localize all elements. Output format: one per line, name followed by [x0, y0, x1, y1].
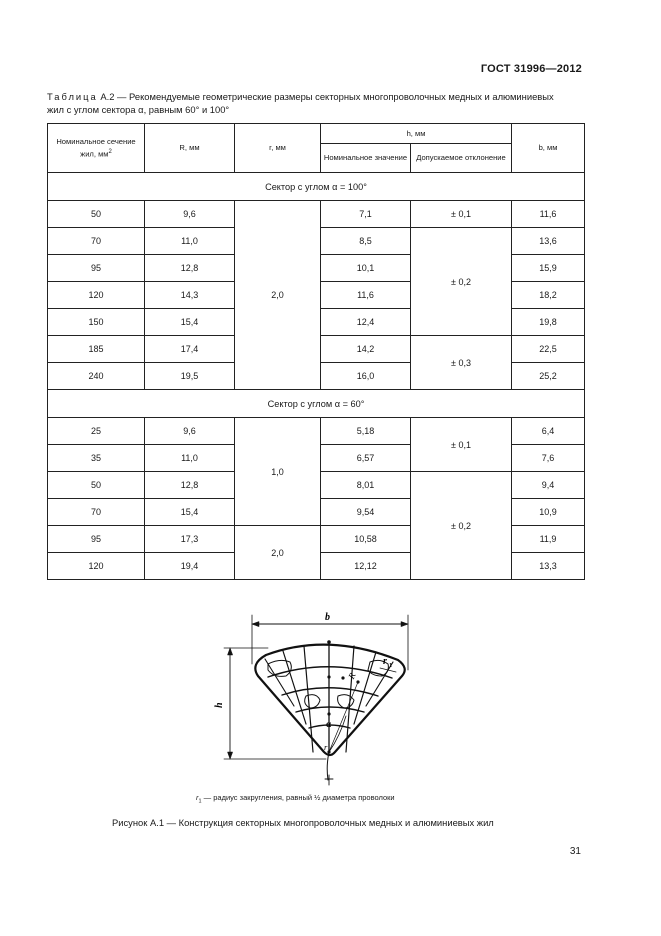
- cell-section: 120: [48, 282, 145, 309]
- cell-section: 50: [48, 472, 145, 499]
- cell-h: 9,54: [321, 499, 411, 526]
- table-row: [48, 201, 585, 228]
- cell-R: 19,4: [145, 553, 235, 580]
- table-caption: [47, 91, 587, 116]
- cell-section: 70: [48, 228, 145, 255]
- cell-section: 25: [48, 418, 145, 445]
- label-alpha: α: [326, 719, 332, 729]
- header-R: R, мм: [145, 124, 235, 173]
- cell-R: 15,4: [145, 499, 235, 526]
- header-h-nominal: Номинальное значение: [321, 144, 411, 173]
- legend-sub: 1: [198, 798, 202, 805]
- sector-title-60: Сектор с углом α = 60°: [48, 390, 585, 418]
- cell-b: 7,6: [512, 445, 585, 472]
- cell-h: 14,2: [321, 336, 411, 363]
- cell-b: 10,9: [512, 499, 585, 526]
- cell-section: 95: [48, 526, 145, 553]
- cell-h: 12,4: [321, 309, 411, 336]
- cell-r: 2,0: [235, 526, 321, 580]
- cell-tolerance: ± 0,1: [411, 418, 512, 472]
- cell-R: 19,5: [145, 363, 235, 390]
- header-h: h, мм: [321, 124, 512, 144]
- cell-h: 6,57: [321, 445, 411, 472]
- label-r1: r: [383, 656, 387, 667]
- cell-h: 11,6: [321, 282, 411, 309]
- cell-r: 1,0: [235, 418, 321, 526]
- cell-h: 8,01: [321, 472, 411, 499]
- cell-b: 15,9: [512, 255, 585, 282]
- table-caption-label: Таблица: [47, 91, 98, 102]
- header-section: Номинальное сечение жил, $мм^2$: [48, 124, 145, 173]
- table-caption-text-1: — Рекомендуемые геометрические размеры секторных многопроволочных медных и алюминиевых: [114, 91, 554, 102]
- cell-section: 95: [48, 255, 145, 282]
- cell-h: 16,0: [321, 363, 411, 390]
- cell-r: 2,0: [235, 201, 321, 390]
- cell-section: 150: [48, 309, 145, 336]
- cell-R: 12,8: [145, 255, 235, 282]
- sector-drawing-svg: [208, 604, 438, 794]
- cell-h: 7,1: [321, 201, 411, 228]
- legend-text: — радиус закругления, равный ½ диаметра проволоки: [201, 793, 395, 802]
- cell-R: 14,3: [145, 282, 235, 309]
- cell-tolerance: ± 0,2: [411, 228, 512, 336]
- cell-b: 25,2: [512, 363, 585, 390]
- label-r1-sub: 1: [389, 662, 393, 669]
- cell-b: 6,4: [512, 418, 585, 445]
- cell-b: 13,3: [512, 553, 585, 580]
- figure-caption: Рисунок А.1 — Конструкция секторных многопроволочных медных и алюминиевых жил: [112, 817, 494, 828]
- cell-section: 240: [48, 363, 145, 390]
- figure-legend: [196, 793, 395, 805]
- cell-h: 5,18: [321, 418, 411, 445]
- table-caption-number: А.2: [100, 91, 115, 102]
- cell-h: 8,5: [321, 228, 411, 255]
- cell-R: 9,6: [145, 201, 235, 228]
- table-row: [48, 418, 585, 445]
- cell-section: 120: [48, 553, 145, 580]
- cell-R: 17,4: [145, 336, 235, 363]
- cell-b: 9,4: [512, 472, 585, 499]
- label-r: r: [324, 742, 328, 752]
- cell-R: 15,4: [145, 309, 235, 336]
- label-h: h: [214, 702, 225, 708]
- sector-title-100: Сектор с углом α = 100°: [48, 173, 585, 201]
- table-caption-text-2: жил с углом сектора α, равным 60° и 100°: [47, 103, 230, 115]
- label-b: b: [325, 612, 330, 623]
- cell-section: 70: [48, 499, 145, 526]
- cell-R: 17,3: [145, 526, 235, 553]
- cell-tolerance: ± 0,2: [411, 472, 512, 580]
- document-code: ГОСТ 31996—2012: [480, 63, 582, 75]
- header-r: r, мм: [235, 124, 321, 173]
- cell-b: 11,9: [512, 526, 585, 553]
- cell-R: 11,0: [145, 445, 235, 472]
- header-h-tolerance: Допускаемое отклонение: [411, 144, 512, 173]
- header-b: b, мм: [512, 124, 585, 173]
- cell-h: 12,12: [321, 553, 411, 580]
- cell-R: 12,8: [145, 472, 235, 499]
- label-R: R: [346, 671, 358, 681]
- cell-tolerance: ± 0,3: [411, 336, 512, 390]
- cell-b: 19,8: [512, 309, 585, 336]
- cell-section: 185: [48, 336, 145, 363]
- page-number: 31: [569, 846, 581, 857]
- cell-b: 22,5: [512, 336, 585, 363]
- cell-h: 10,1: [321, 255, 411, 282]
- cell-R: 9,6: [145, 418, 235, 445]
- dimensions-table: [47, 123, 585, 580]
- cell-R: 11,0: [145, 228, 235, 255]
- sector-conductor-drawing: [208, 604, 438, 794]
- cell-b: 11,6: [512, 201, 585, 228]
- cell-tolerance: ± 0,1: [411, 201, 512, 228]
- cell-section: 35: [48, 445, 145, 472]
- cell-b: 13,6: [512, 228, 585, 255]
- cell-h: 10,58: [321, 526, 411, 553]
- cell-section: 50: [48, 201, 145, 228]
- cell-b: 18,2: [512, 282, 585, 309]
- legend-symbol: r: [196, 793, 199, 802]
